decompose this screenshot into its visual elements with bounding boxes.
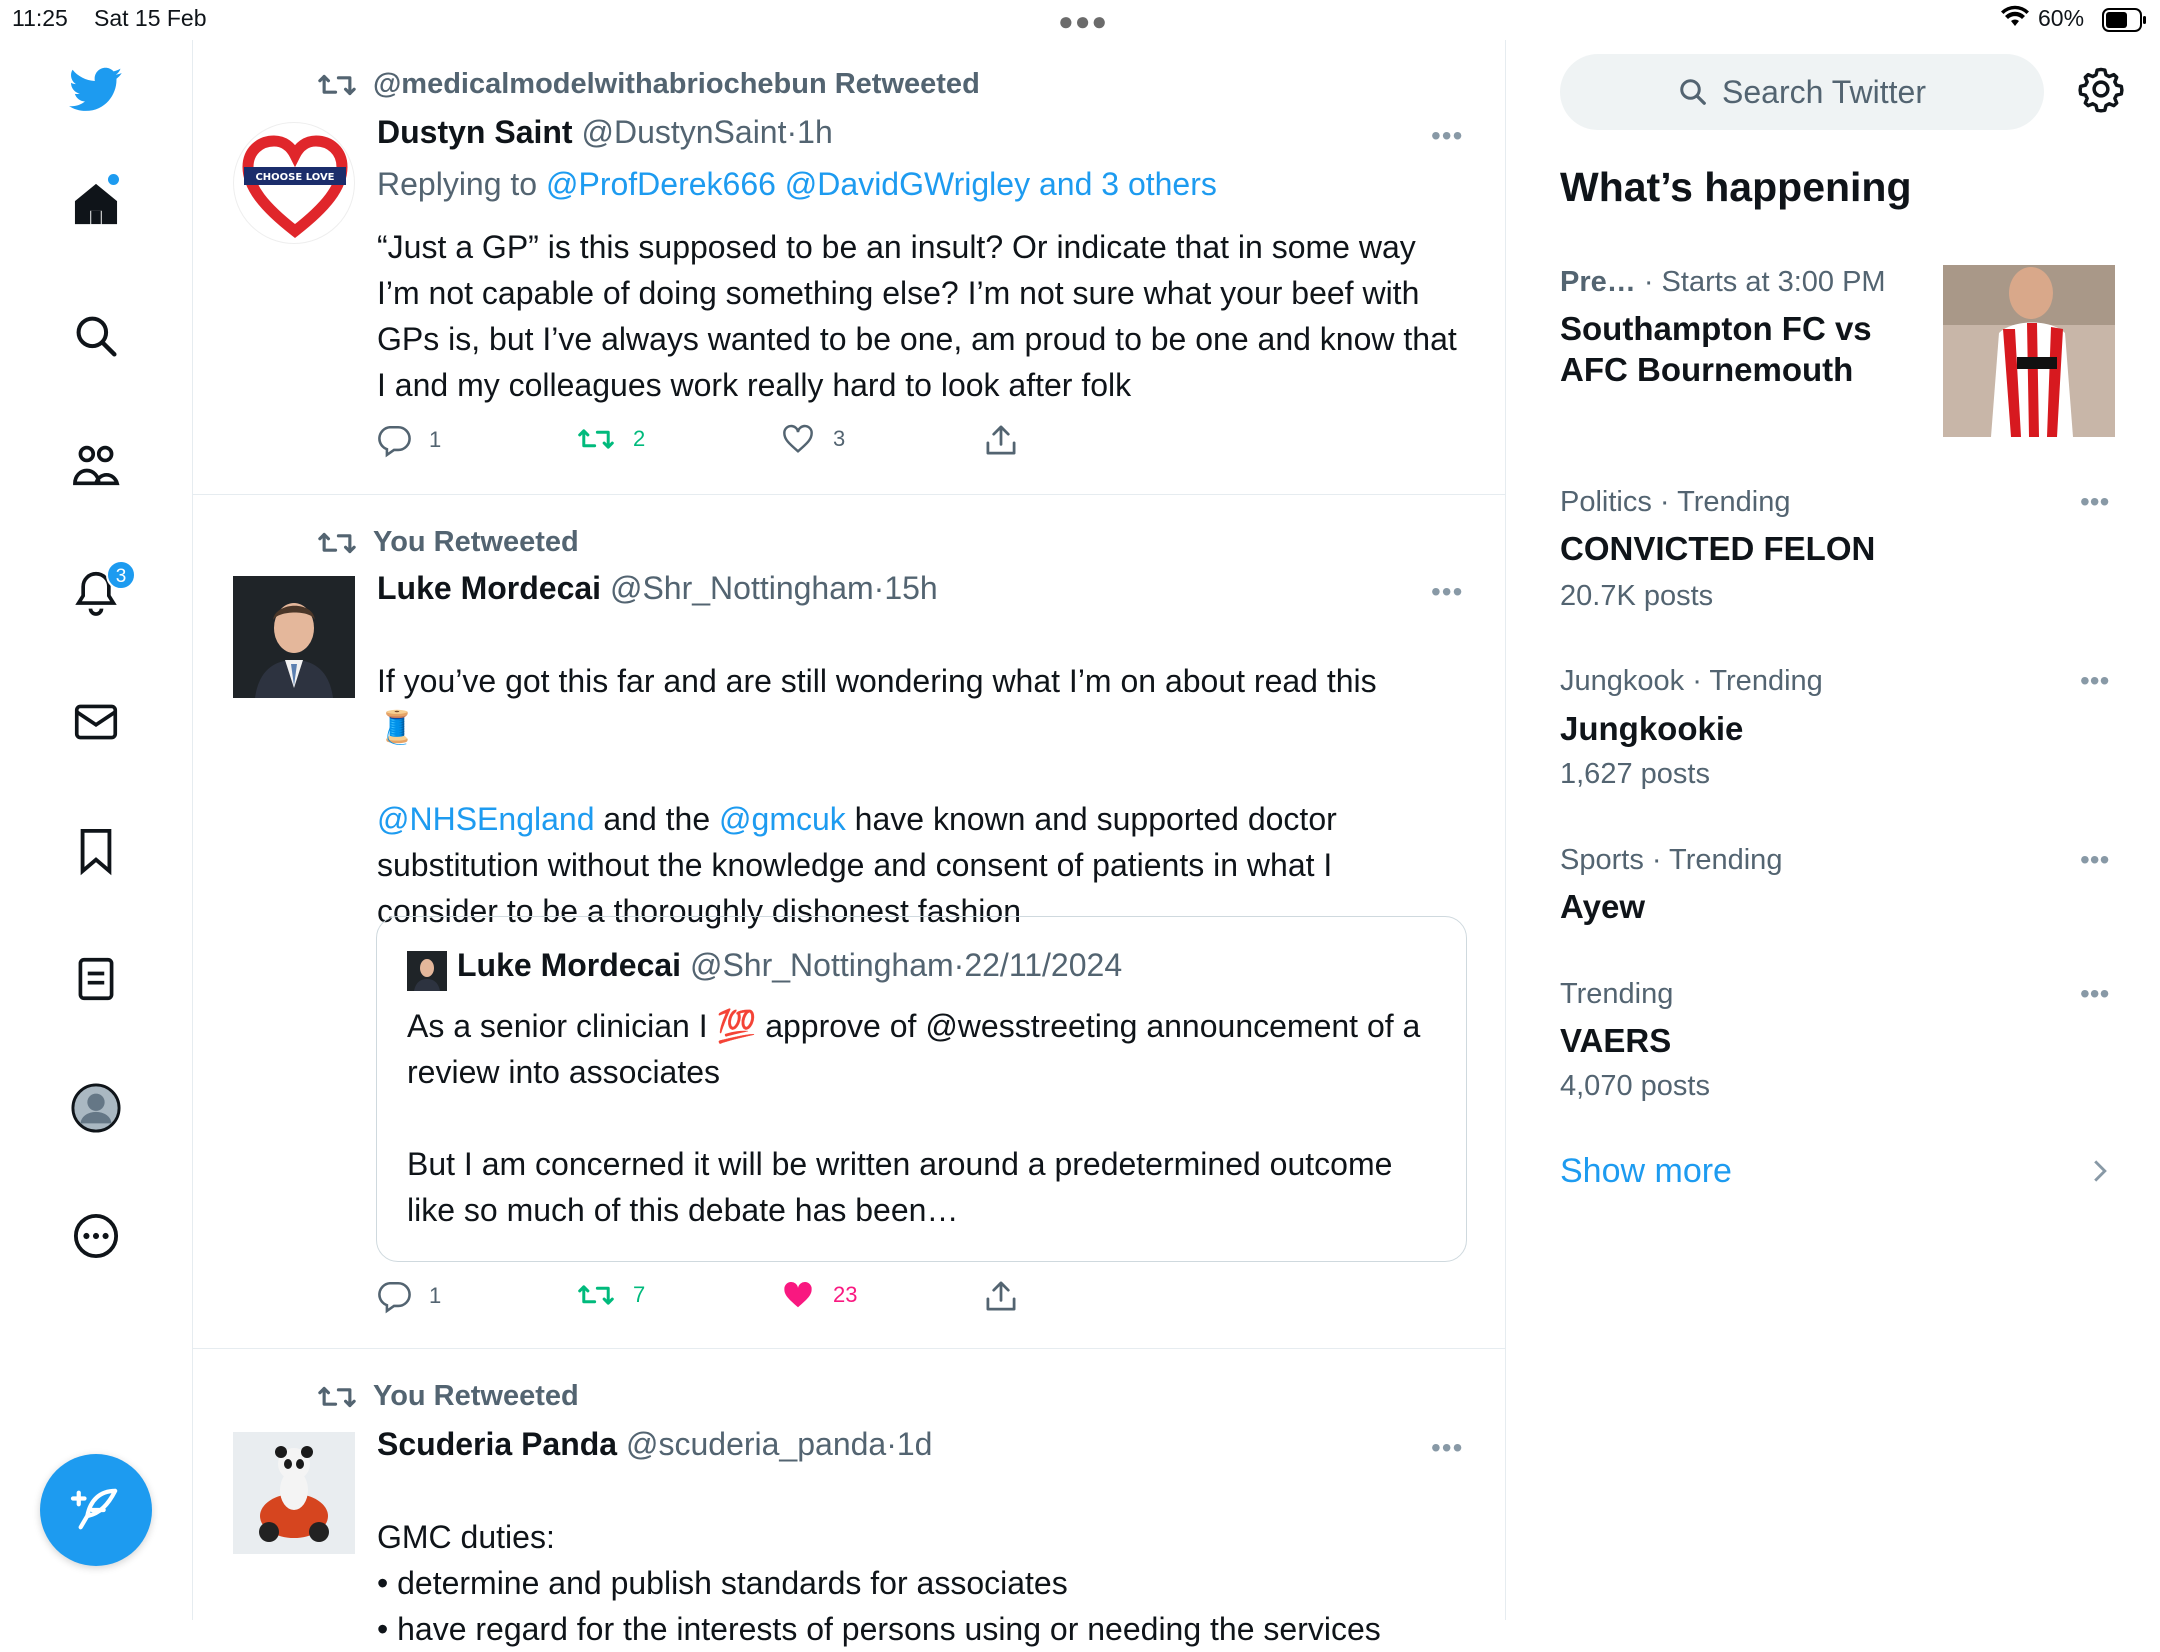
replying-to-links[interactable]: @ProfDerek666 @DavidGWrigley and 3 others <box>545 166 1217 202</box>
tweet-divider <box>193 494 1506 495</box>
reply-icon <box>377 424 411 456</box>
quote-text: As a senior clinician I 💯 approve of @wesstreeting announcement of a review into associates But I am concerned it will be written around a predetermined outcome like so much of this debate has been… <box>407 1008 1421 1228</box>
trend-count: 4,070 posts <box>1560 1070 1710 1102</box>
mail-icon[interactable] <box>68 694 124 750</box>
tweet-text: “Just a GP” is this supposed to be an insult? Or indicate that in some way I’m not capable of doing something else? I’m not sure what your beef with GPs is, but I’ve always wanted to be one, am proud to be one and know that I and my colleagues work really hard to look after folk <box>377 229 1457 403</box>
status-time: 11:25 <box>12 5 68 31</box>
quote-author-name: Luke Mordecai <box>457 947 682 983</box>
retweeted-by-label: You Retweeted <box>373 526 579 558</box>
search-placeholder: Search Twitter <box>1722 73 1926 110</box>
replying-to: Replying to @ProfDerek666 @DavidGWrigley and 3 others <box>377 166 1217 202</box>
trend-category: Jungkook · Trending <box>1560 665 1823 697</box>
retweet-context <box>317 68 980 101</box>
retweeted-by-label: You Retweeted <box>373 1380 579 1412</box>
author-name[interactable]: Dustyn Saint <box>377 114 573 150</box>
author-handle[interactable]: @DustynSaint <box>581 114 787 150</box>
avatar[interactable] <box>233 576 355 698</box>
feather-plus-icon <box>71 1487 121 1533</box>
share-icon <box>985 1280 1017 1312</box>
event-title: Southampton FC vs AFC Bournemouth <box>1560 310 1872 388</box>
sidebar-nav <box>0 40 193 1620</box>
reply-count: 1 <box>429 1283 442 1308</box>
battery-icon <box>2102 8 2148 38</box>
retweet-context <box>317 1380 579 1413</box>
tweet-header: Scuderia Panda @scuderia_panda·1d <box>377 1426 933 1462</box>
trend-more-icon[interactable]: ••• <box>2080 844 2110 875</box>
retweet-icon <box>317 528 357 558</box>
trend-count: 1,627 posts <box>1560 758 1710 790</box>
like-count: 3 <box>833 426 846 451</box>
reply-button[interactable] <box>377 424 441 456</box>
share-button[interactable] <box>985 424 1035 456</box>
bookmark-icon[interactable] <box>68 823 124 879</box>
retweet-button[interactable] <box>577 424 645 454</box>
svg-text:CHOOSE LOVE: CHOOSE LOVE <box>255 172 335 183</box>
more-icon[interactable] <box>68 1208 124 1264</box>
status-bar <box>0 0 2160 40</box>
trend-category: Sports · Trending <box>1560 844 1783 876</box>
trend-category: Trending <box>1560 978 1674 1010</box>
more-options-icon[interactable]: ••• <box>1431 576 1464 607</box>
tweet-header: Luke Mordecai @Shr_Nottingham·15h <box>377 570 938 606</box>
trends-title: What’s happening <box>1560 164 1912 210</box>
tweet-time[interactable]: 1d <box>896 1426 933 1462</box>
compose-tweet-button[interactable] <box>40 1454 152 1566</box>
trend-name: VAERS <box>1560 1022 1672 1059</box>
retweet-icon <box>317 1382 357 1412</box>
trend-more-icon[interactable]: ••• <box>2080 978 2110 1009</box>
tweet-text: If you’ve got this far and are still wondering what I’m on about read this 🧵 @NHSEngland and the @gmcuk have known and supported doctor substitution without the knowledge and consent of patients in what I consider to be a thoroughly dishonest fashion <box>377 658 1457 934</box>
mention-link[interactable]: @NHSEngland <box>377 801 595 837</box>
trend-count: 20.7K posts <box>1560 580 1714 612</box>
retweet-icon <box>317 70 357 100</box>
status-date: Sat 15 Feb <box>94 5 207 31</box>
gear-icon[interactable] <box>2078 66 2124 117</box>
avatar[interactable] <box>233 1432 355 1554</box>
search-icon <box>1678 77 1708 107</box>
quoted-tweet-card[interactable] <box>376 916 1467 1262</box>
like-button[interactable] <box>781 424 845 454</box>
quote-author-handle: @Shr_Nottingham <box>689 947 954 983</box>
trend-name: Ayew <box>1560 888 1645 925</box>
trend-more-icon[interactable]: ••• <box>2080 486 2110 517</box>
search-input[interactable] <box>1560 54 2044 130</box>
thread-emoji: 🧵 <box>377 709 417 745</box>
tweet-time[interactable]: 15h <box>884 570 938 606</box>
trend-name: Jungkookie <box>1560 710 1744 747</box>
wifi-icon <box>2000 6 2030 34</box>
quote-date: 22/11/2024 <box>964 947 1123 983</box>
tweet-time[interactable]: 1h <box>797 114 833 150</box>
trend-category: Politics · Trending <box>1560 486 1791 518</box>
more-options-icon[interactable]: ••• <box>1431 1432 1464 1463</box>
retweet-context <box>317 526 579 559</box>
reply-icon <box>377 1280 411 1312</box>
trend-more-icon[interactable]: ••• <box>2080 665 2110 696</box>
reply-count: 1 <box>429 427 442 452</box>
heart-icon <box>781 424 815 454</box>
event-category: Pre… <box>1560 266 1636 298</box>
retweeted-by-label: @medicalmodelwithabriochebun Retweeted <box>373 68 980 100</box>
retweet-button[interactable] <box>577 1280 645 1310</box>
mention-link[interactable]: @gmcuk <box>719 801 846 837</box>
retweet-icon <box>577 424 615 454</box>
retweet-icon <box>577 1280 615 1310</box>
avatar[interactable] <box>233 122 355 244</box>
author-name[interactable]: Scuderia Panda <box>377 1426 618 1462</box>
lists-icon[interactable] <box>68 951 124 1007</box>
tweet-divider <box>193 1348 1506 1349</box>
event-time: · Starts at 3:00 PM <box>1643 266 1886 298</box>
show-more-link[interactable]: Show more <box>1560 1152 1732 1190</box>
quote-avatar <box>407 951 447 991</box>
battery-percent: 60% <box>2038 5 2085 31</box>
author-handle[interactable]: @Shr_Nottingham <box>609 570 874 606</box>
author-name[interactable]: Luke Mordecai <box>377 570 602 606</box>
heart-filled-icon <box>781 1280 815 1310</box>
tweet-text: GMC duties: • determine and publish standards for associates • have regard for the interests of persons using or needing the services <box>377 1519 1381 1647</box>
search-icon[interactable] <box>68 308 124 364</box>
quote-header: Luke Mordecai @Shr_Nottingham·22/11/2024 <box>457 947 1123 983</box>
notifications-badge: 3 <box>106 560 136 590</box>
more-options-icon[interactable]: ••• <box>1431 120 1464 151</box>
retweet-count: 7 <box>633 1282 646 1307</box>
timeline <box>193 40 1506 1647</box>
like-button[interactable] <box>781 1280 857 1310</box>
share-icon <box>985 424 1017 456</box>
hundred-emoji: 💯 <box>716 1008 757 1044</box>
twitter-logo-icon[interactable] <box>68 62 124 118</box>
communities-icon[interactable] <box>68 437 124 493</box>
multitask-dots-icon[interactable]: ●●● <box>1058 6 1109 36</box>
share-button[interactable] <box>985 1280 1035 1312</box>
profile-icon[interactable] <box>68 1080 124 1136</box>
retweet-count: 2 <box>633 426 646 451</box>
author-handle[interactable]: @scuderia_panda <box>625 1426 887 1462</box>
home-unread-dot <box>108 174 119 185</box>
tweet-header: Dustyn Saint @DustynSaint·1h <box>377 114 833 150</box>
trend-name: CONVICTED FELON <box>1560 530 1876 567</box>
chevron-right-icon <box>2092 1158 2108 1189</box>
reply-button[interactable] <box>377 1280 441 1312</box>
like-count: 23 <box>833 1282 858 1307</box>
event-image <box>1943 265 2115 437</box>
